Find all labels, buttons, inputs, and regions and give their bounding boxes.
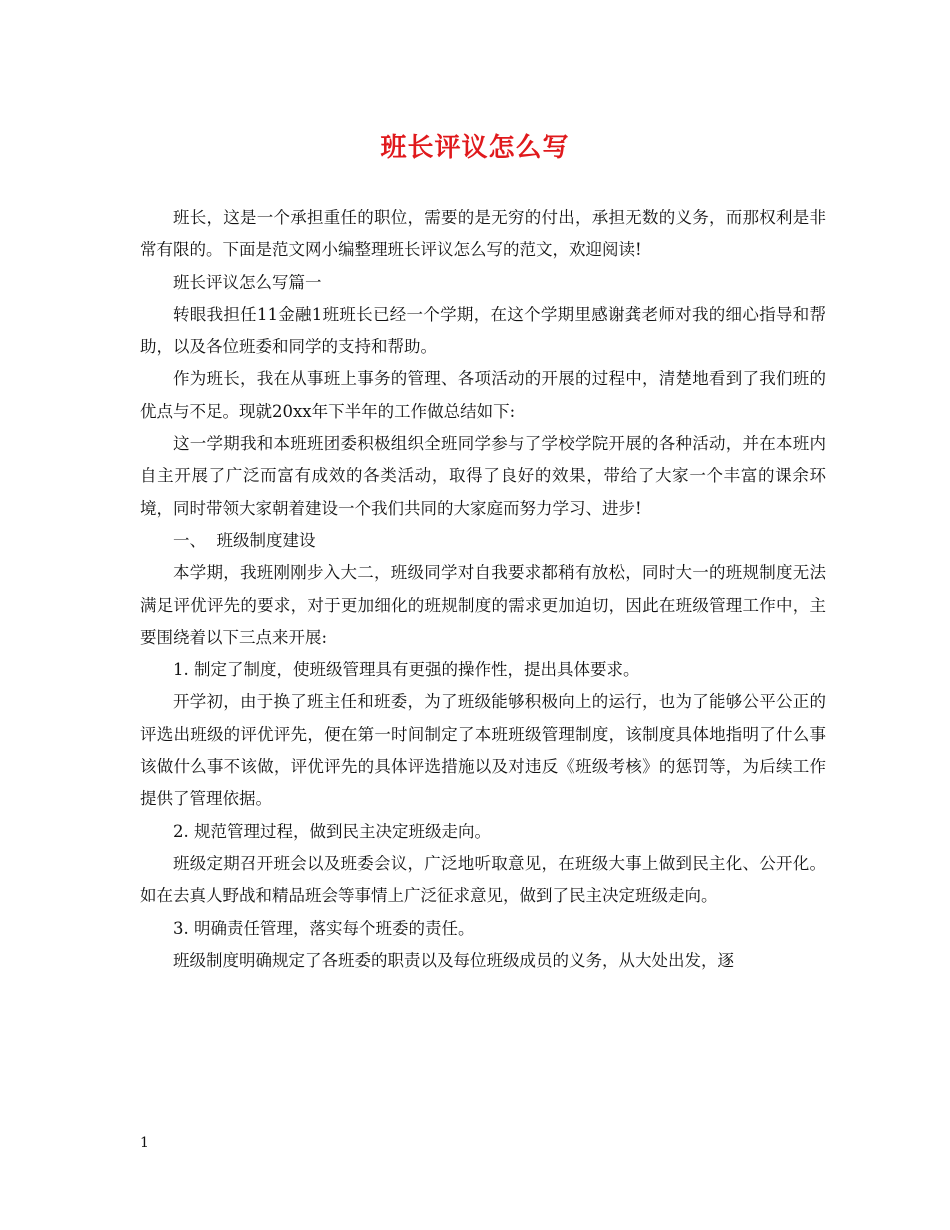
page-title: 班长评议怎么写 xyxy=(380,133,570,163)
page-number: 1 xyxy=(140,1135,149,1151)
section-heading: 班长评议怎么写篇一 xyxy=(173,272,322,292)
list-item: 3. 明确责任管理，落实每个班委的责任。 xyxy=(173,918,475,938)
paragraph: 班级定期召开班会以及班委会议，广泛地听取意见，在班级大事上做到民主化、公开化。如在去真人野战和精品班会等事情上广泛征求意见，做到了民主决定班级走向。 xyxy=(140,853,826,906)
list-item: 1. 制定了制度，使班级管理具有更强的操作性，提出具体要求。 xyxy=(173,660,640,680)
list-item: 2. 规范管理过程，做到民主决定班级走向。 xyxy=(173,821,491,841)
paragraph: 作为班长，我在从事班上事务的管理、各项活动的开展的过程中，清楚地看到了我们班的优点与不足。现就20xx年下半年的工作做总结如下: xyxy=(140,369,826,421)
paragraph: 班级制度明确规定了各班委的职责以及每位班级成员的义务，从大处出发，逐 xyxy=(173,950,734,970)
paragraph: 班长，这是一个承担重任的职位，需要的是无穷的付出，承担无数的义务，而那权利是非常有限的。下面是范文网小编整理班长评议怎么写的范文，欢迎阅读! xyxy=(140,208,826,260)
paragraph: 本学期，我班刚刚步入大二，班级同学对自我要求都稍有放松，同时大一的班规制度无法满足评优评先的要求，对于更加细化的班规制度的需求更加迫切，因此在班级管理工作中，主要围绕着以下三点来开展: xyxy=(140,563,826,647)
section-heading: 一、 班级制度建设 xyxy=(173,530,316,550)
paragraph: 开学初，由于换了班主任和班委，为了班级能够积极向上的运行，也为了能够公平公正的评选出班级的评优评先，便在第一时间制定了本班班级管理制度，该制度具体地指明了什么事该做什么事不该做，评优评先的具体评选措施以及对违反《班级考核》的惩罚等，为后续工作提供了管理依据。 xyxy=(140,692,826,809)
paragraph: 这一学期我和本班班团委积极组织全班同学参与了学校学院开展的各种活动，并在本班内自主开展了广泛而富有成效的各类活动，取得了良好的效果，带给了大家一个丰富的课余环境，同时带领大家朝着建设一个我们共同的大家庭而努力学习、进步! xyxy=(140,434,826,518)
paragraph: 转眼我担任11金融1班班长已经一个学期，在这个学期里感谢龚老师对我的细心指导和帮助，以及各位班委和同学的支持和帮助。 xyxy=(140,304,826,357)
document-body xyxy=(140,202,826,977)
